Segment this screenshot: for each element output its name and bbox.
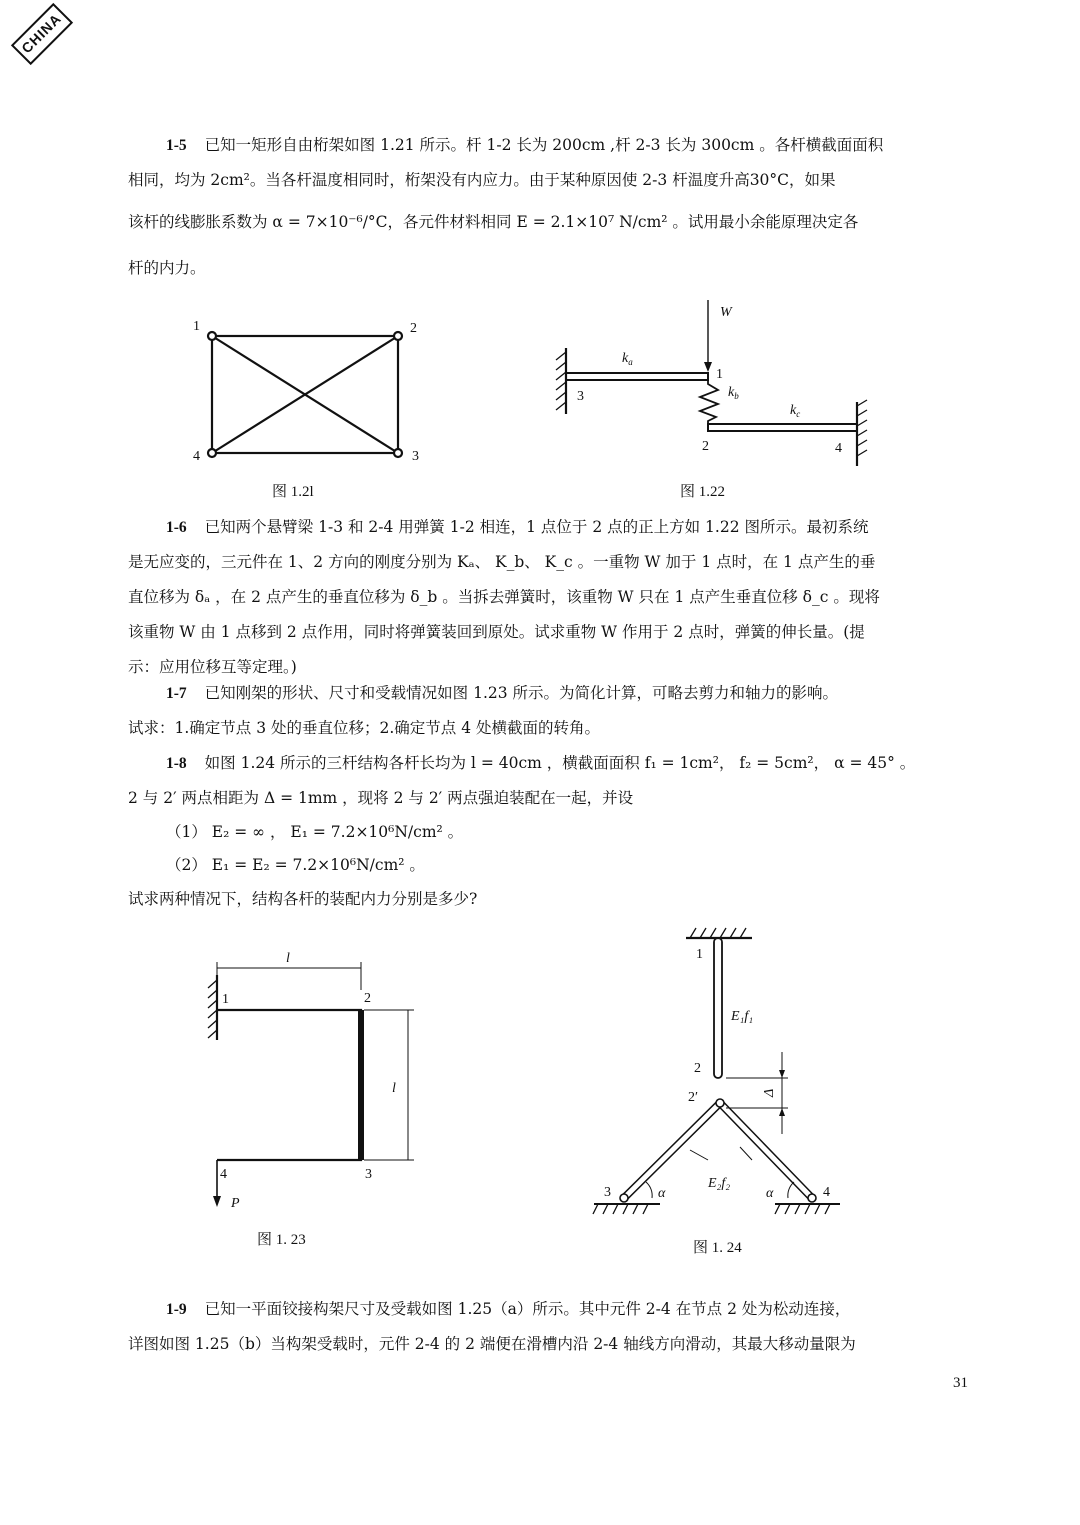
page-number: 31: [953, 1375, 968, 1391]
china-stamp: CHINA: [11, 3, 73, 65]
label-2: 2: [410, 321, 417, 336]
text-line: 该杆的线膨胀系数为 α = 7×10⁻⁶/°C，各元件材料相同 E = 2.1×10⁷ N/cm² 。试用最小余能原理决定各: [128, 213, 859, 231]
case-1: （1） E₂ = ∞ ， E₁ = 7.2×10⁶N/cm² 。: [166, 823, 464, 841]
text-line: 是无应变的，三元件在 1、2 方向的刚度分别为 Kₐ、 K_b、 K_c 。一重物 W 加于 1 点时，在 1 点产生的垂: [128, 553, 876, 571]
label-kb: $k_b$: [728, 385, 739, 401]
node-4: [208, 449, 216, 457]
question: 试求两种情况下，结构各杆的装配内力分别是多少?: [128, 890, 478, 908]
frame-members: [217, 1010, 361, 1160]
label-e1f1: E₁f₁: [731, 1009, 754, 1024]
node-3: [394, 449, 402, 457]
label-1: 1: [193, 319, 200, 334]
label-2: 2: [702, 439, 709, 454]
wall-hatch-left: [556, 352, 566, 410]
problem-1-8: [128, 746, 968, 816]
text-line: 如图 1.24 所示的三杆结构各杆长均为 l = 40cm ，横截面面积 f₁ = 1cm²， f₂ = 5cm²， α = 45° 。: [204, 754, 916, 772]
text-line: 试求：1.确定节点 3 处的垂直位移；2.确定节点 4 处横截面的转角。: [128, 719, 601, 737]
label-e2f2: E₂f₂: [708, 1176, 731, 1191]
wall-hatch-right: [857, 400, 867, 456]
label-3: 3: [577, 389, 584, 404]
label-1: 1: [716, 367, 723, 382]
caption-1-21: 图 1.2l: [272, 484, 314, 500]
text-line: 已知一平面铰接构架尺寸及受载如图 1.25（a）所示。其中元件 2-4 在节点 2 处为松动连接，: [204, 1300, 851, 1318]
text-line: 详图如图 1.25（b）当构架受载时，元件 2-4 的 2 端便在滑槽内沿 2-4 轴线方向滑动，其最大移动量限为: [128, 1335, 856, 1353]
text-line: 杆的内力。: [128, 259, 206, 277]
label-kc: $k_c$: [790, 403, 801, 419]
label-4: 4: [835, 441, 842, 456]
node-2-prime: [716, 1099, 724, 1107]
problem-id: 1-9: [166, 1301, 187, 1318]
text-line: 直位移为 δₐ ，在 2 点产生的垂直位移为 δ_b 。当拆去弹簧时，该重物 W 只在 1 点产生垂直位移 δ_c 。现将: [128, 588, 880, 606]
dim-l-right: l: [392, 1081, 396, 1096]
label-2-prime: 2′: [688, 1090, 699, 1105]
member-2-3: [358, 1010, 364, 1160]
text-line: 2 与 2′ 两点相距为 Δ = 1mm ，现将 2 与 2′ 两点强迫装配在一起，并设: [128, 789, 634, 807]
label-delta: Δ: [762, 1088, 777, 1097]
label-3: 3: [365, 1167, 372, 1182]
label-1: 1: [696, 947, 703, 962]
node-2: [394, 332, 402, 340]
figure-1-24: [593, 928, 840, 1214]
label-4: 4: [823, 1185, 830, 1200]
load-w: W: [720, 305, 732, 320]
dim-l-top: l: [286, 951, 290, 966]
node-1: [208, 332, 216, 340]
text-line: 示：应用位移互等定理。): [128, 658, 297, 676]
text-line: 已知两个悬臂梁 1-3 和 2-4 用弹簧 1-2 相连，1 点位于 2 点的正上方如 1.22 图所示。最初系统: [204, 518, 869, 536]
label-4: 4: [193, 449, 200, 464]
figure-1-23: [208, 962, 414, 1207]
caption-1-22: 图 1.22: [680, 484, 726, 500]
text-line: 相同，均为 2cm²。当各杆温度相同时，桁架没有内应力。由于某种原因使 2-3 杆温度升高30°C，如果: [128, 171, 836, 189]
label-3: 3: [412, 449, 419, 464]
node-3: [620, 1194, 628, 1202]
problem-id: 1-8: [166, 755, 187, 772]
problem-id: 1-7: [166, 685, 187, 702]
bar-1-2: [714, 938, 722, 1078]
figure-1-21: [208, 332, 402, 457]
load-arrowhead: [704, 362, 712, 372]
beam-1-3: [566, 373, 708, 380]
wall-hatch: [208, 980, 217, 1038]
problem-id: 1-5: [166, 137, 187, 154]
label-2: 2: [364, 991, 371, 1006]
spring-1-2: [700, 380, 718, 424]
text-line: 已知刚架的形状、尺寸和受载情况如图 1.23 所示。为简化计算，可略去剪力和轴力的影响。: [204, 684, 839, 702]
label-ka: $k_a$: [622, 351, 633, 367]
figure-1-22: [556, 300, 867, 466]
label-2: 2: [694, 1061, 701, 1076]
load-p: P: [231, 1196, 240, 1211]
case-2: （2） E₁ = E₂ = 7.2×10⁶N/cm² 。: [166, 856, 425, 874]
label-4: 4: [220, 1167, 227, 1182]
label-alpha-right: α: [766, 1186, 774, 1201]
caption-1-24: 图 1. 24: [693, 1240, 742, 1256]
problem-1-7: [128, 676, 968, 746]
problem-1-9: [128, 1292, 968, 1362]
label-alpha-left: α: [658, 1186, 666, 1201]
label-1: 1: [222, 992, 229, 1007]
text-line: 已知一矩形自由桁架如图 1.21 所示。杆 1-2 长为 200cm ,杆 2-3 长为 300cm 。各杆横截面面积: [204, 136, 884, 154]
caption-1-23: 图 1. 23: [257, 1232, 306, 1248]
text-line: 该重物 W 由 1 点移到 2 点作用，同时将弹簧装回到原处。试求重物 W 作用于 2 点时，弹簧的伸长量。(提: [128, 623, 865, 641]
label-3: 3: [604, 1185, 611, 1200]
problem-1-6: [128, 510, 968, 685]
problem-id: 1-6: [166, 519, 187, 536]
node-4: [808, 1194, 816, 1202]
beam-2-4: [708, 424, 857, 431]
